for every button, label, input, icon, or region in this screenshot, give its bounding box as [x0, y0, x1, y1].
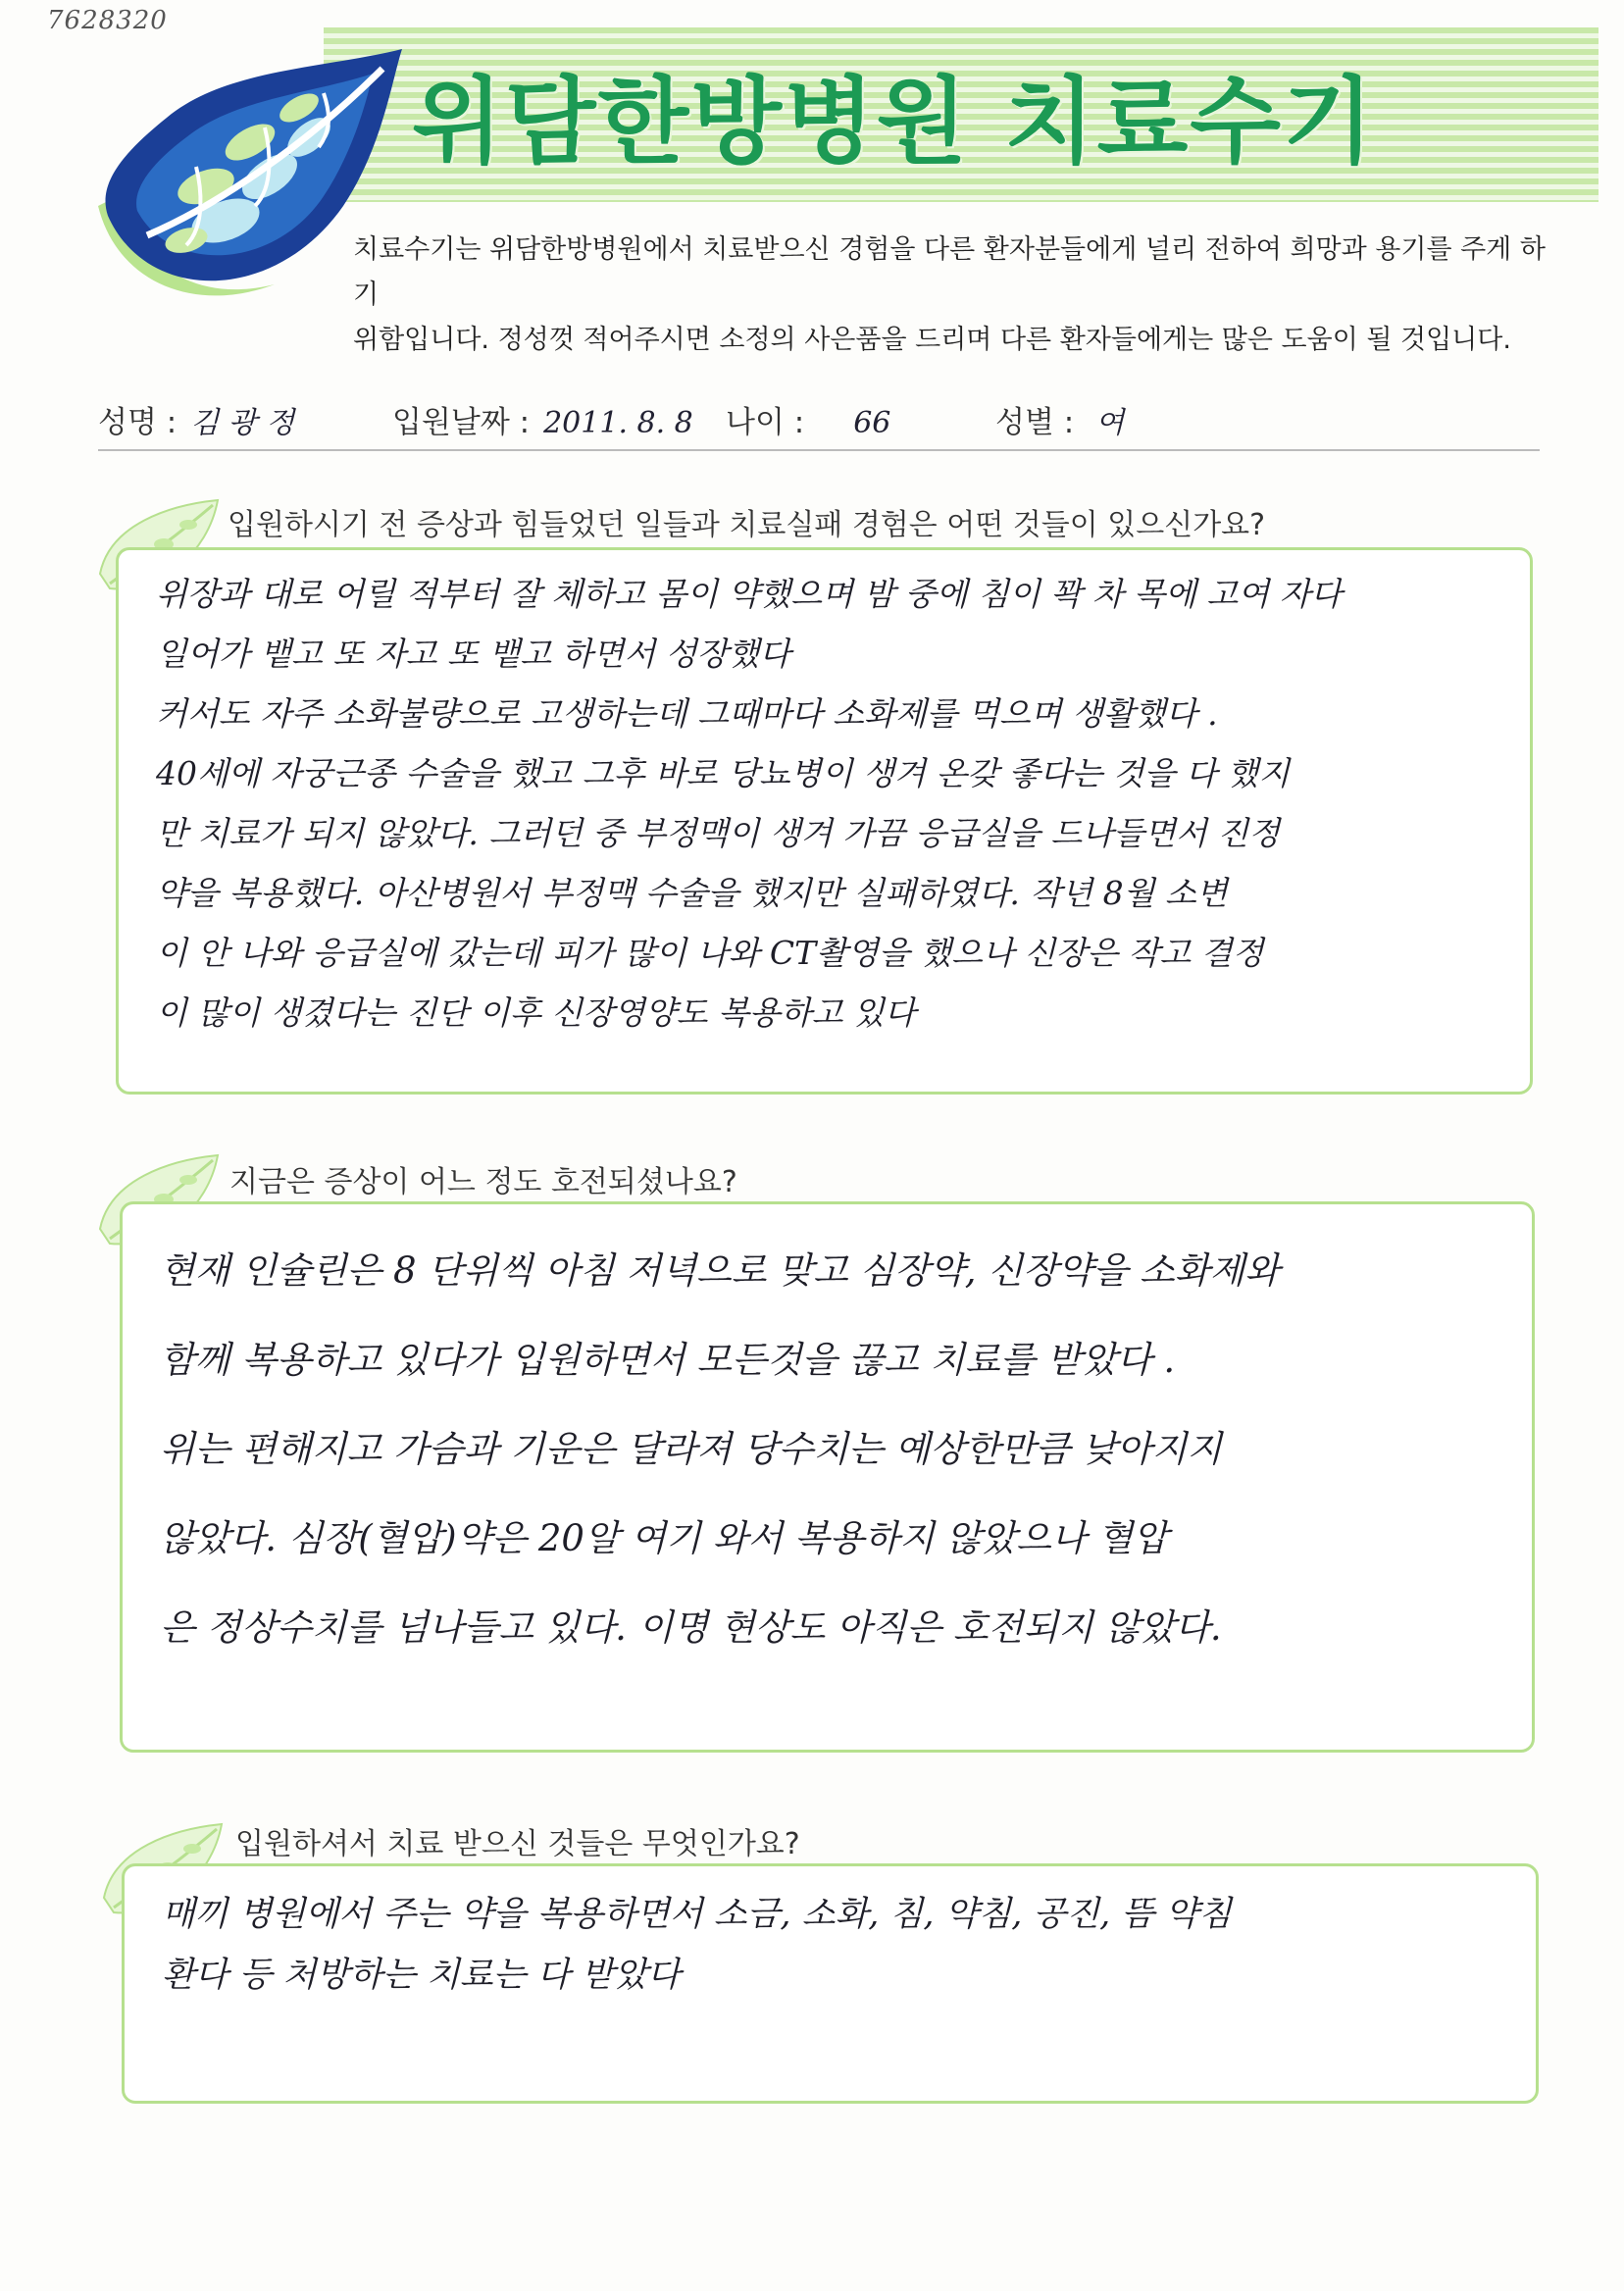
section-1-answer — [156, 564, 1500, 1043]
name-value: 김 광 정 — [190, 406, 295, 440]
section-1-question: 입원하시기 전 증상과 힘들었던 일들과 치료실패 경험은 어떤 것들이 있으신가요? — [228, 508, 1266, 542]
answer-line: 위는 편해지고 가슴과 기운은 달라져 당수치는 예상한만큼 낮아지지 — [160, 1428, 1223, 1470]
answer-line: 만 치료가 되지 않았다. 그러던 중 부정맥이 생겨 가끔 응급실을 드나들면서 진정 — [156, 814, 1280, 852]
section-2-answer-box — [120, 1201, 1535, 1753]
intro-text — [353, 228, 1569, 363]
age-value: 66 — [853, 406, 891, 440]
answer-line: 현재 인슐린은 8 단위씩 아침 저녁으로 맞고 심장약, 신장약을 소화제와 — [160, 1249, 1280, 1292]
answer-line: 커서도 자주 소화불량으로 고생하는데 그때마다 소화제를 먹으며 생활했다 . — [156, 694, 1218, 733]
gender-field — [995, 397, 1124, 441]
answer-line: 은 정상수치를 넘나들고 있다. 이명 현상도 아직은 호전되지 않았다. — [160, 1606, 1222, 1649]
section-2-question: 지금은 증상이 어느 정도 호전되셨나요? — [229, 1165, 737, 1199]
answer-line: 위장과 대로 어릴 적부터 잘 체하고 몸이 약했으며 밤 중에 침이 꽉 차 목에 고여 자다 — [156, 575, 1343, 613]
page-title: 위담한방병원 치료수기 — [412, 67, 1376, 177]
admission-date-field — [392, 397, 693, 441]
intro-line-2: 위함입니다. 정성껏 적어주시면 소정의 사은품을 드리며 다른 환자들에게는 많은 도움이 될 것입니다. — [353, 325, 1511, 355]
answer-line: 매끼 병원에서 주는 약을 복용하면서 소금, 소화, 침, 약침, 공진, 뜸 약침 — [162, 1895, 1232, 1934]
answer-line: 이 많이 생겼다는 진단 이후 신장영양도 복용하고 있다 — [156, 993, 916, 1032]
name-field — [98, 397, 294, 441]
intro-line-1: 치료수기는 위담한방병원에서 치료받으신 경험을 다른 환자분들에게 널리 전하여 희망과 용기를 주게 하기 — [353, 234, 1546, 310]
section-3-question: 입원하셔서 치료 받으신 것들은 무엇인가요? — [235, 1827, 800, 1861]
section-2-answer — [160, 1226, 1502, 1672]
answer-line: 약을 복용했다. 아산병원서 부정맥 수술을 했지만 실패하였다. 작년 8월 소변 — [156, 874, 1228, 912]
answer-line: 40세에 자궁근종 수술을 했고 그후 바로 당뇨병이 생겨 온갖 좋다는 것을 다 했지 — [156, 754, 1291, 792]
age-label: 나이 : — [726, 405, 805, 440]
answer-line: 않았다. 심장(혈압)약은 20알 여기 와서 복용하지 않았으나 혈압 — [160, 1517, 1168, 1559]
answer-line: 이 안 나와 응급실에 갔는데 피가 많이 나와 CT촬영을 했으나 신장은 작고 결정 — [156, 934, 1264, 972]
info-divider — [98, 449, 1540, 451]
section-3-answer — [162, 1884, 1506, 2006]
answer-line: 일어가 뱉고 또 자고 또 뱉고 하면서 성장했다 — [156, 635, 791, 673]
admission-date-value: 2011. 8. 8 — [543, 406, 693, 440]
answer-line: 함께 복용하고 있다가 입원하면서 모든것을 끊고 치료를 받았다 . — [160, 1339, 1176, 1381]
section-3-answer-box — [122, 1863, 1539, 2104]
age-field — [726, 397, 890, 441]
answer-line: 환다 등 처방하는 치료는 다 받았다 — [162, 1956, 681, 1995]
section-1-answer-box — [116, 547, 1533, 1095]
gender-value: 여 — [1095, 406, 1125, 440]
gender-label: 성별 : — [995, 405, 1075, 440]
admission-date-label: 입원날짜 : — [392, 405, 531, 440]
patient-info-row — [98, 397, 1549, 446]
name-label: 성명 : — [98, 405, 178, 440]
corner-number-note: 7628320 — [47, 6, 168, 35]
